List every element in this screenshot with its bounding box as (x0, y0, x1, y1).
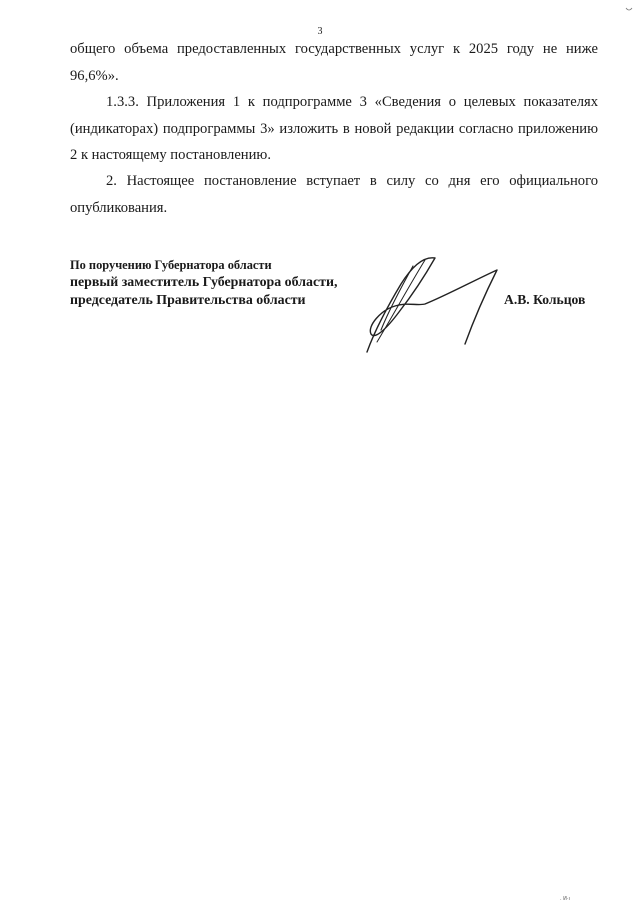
paragraph-continuation: общего объема предоставленных государственных услуг к 2025 году не ниже 96,6%». (70, 41, 598, 84)
handwritten-signature (355, 250, 505, 355)
corner-mark (624, 0, 634, 6)
footer-mark: . И·ı (560, 896, 570, 902)
signer-name: А.В. Кольцов (504, 292, 586, 307)
signature-line-position: первый заместитель Губернатора области, (70, 275, 338, 290)
signature-line-title: председатель Правительства области (70, 293, 306, 308)
page-number: 3 (317, 26, 323, 37)
paragraph-amendment-1-3-3: 1.3.3. Приложения 1 к подпрограмме 3 «Сведения о целевых показателях (индикаторах) подпрограммы 3» изложить в новой редакции согласно приложению 2 к настоящему постановлению. (70, 94, 598, 163)
signature-line-authority: По поручению Губернатора области (70, 258, 272, 272)
signature-block (70, 256, 370, 310)
paragraph-entry-into-force: 2. Настоящее постановление вступает в силу со дня его официального опубликования. (70, 173, 598, 216)
